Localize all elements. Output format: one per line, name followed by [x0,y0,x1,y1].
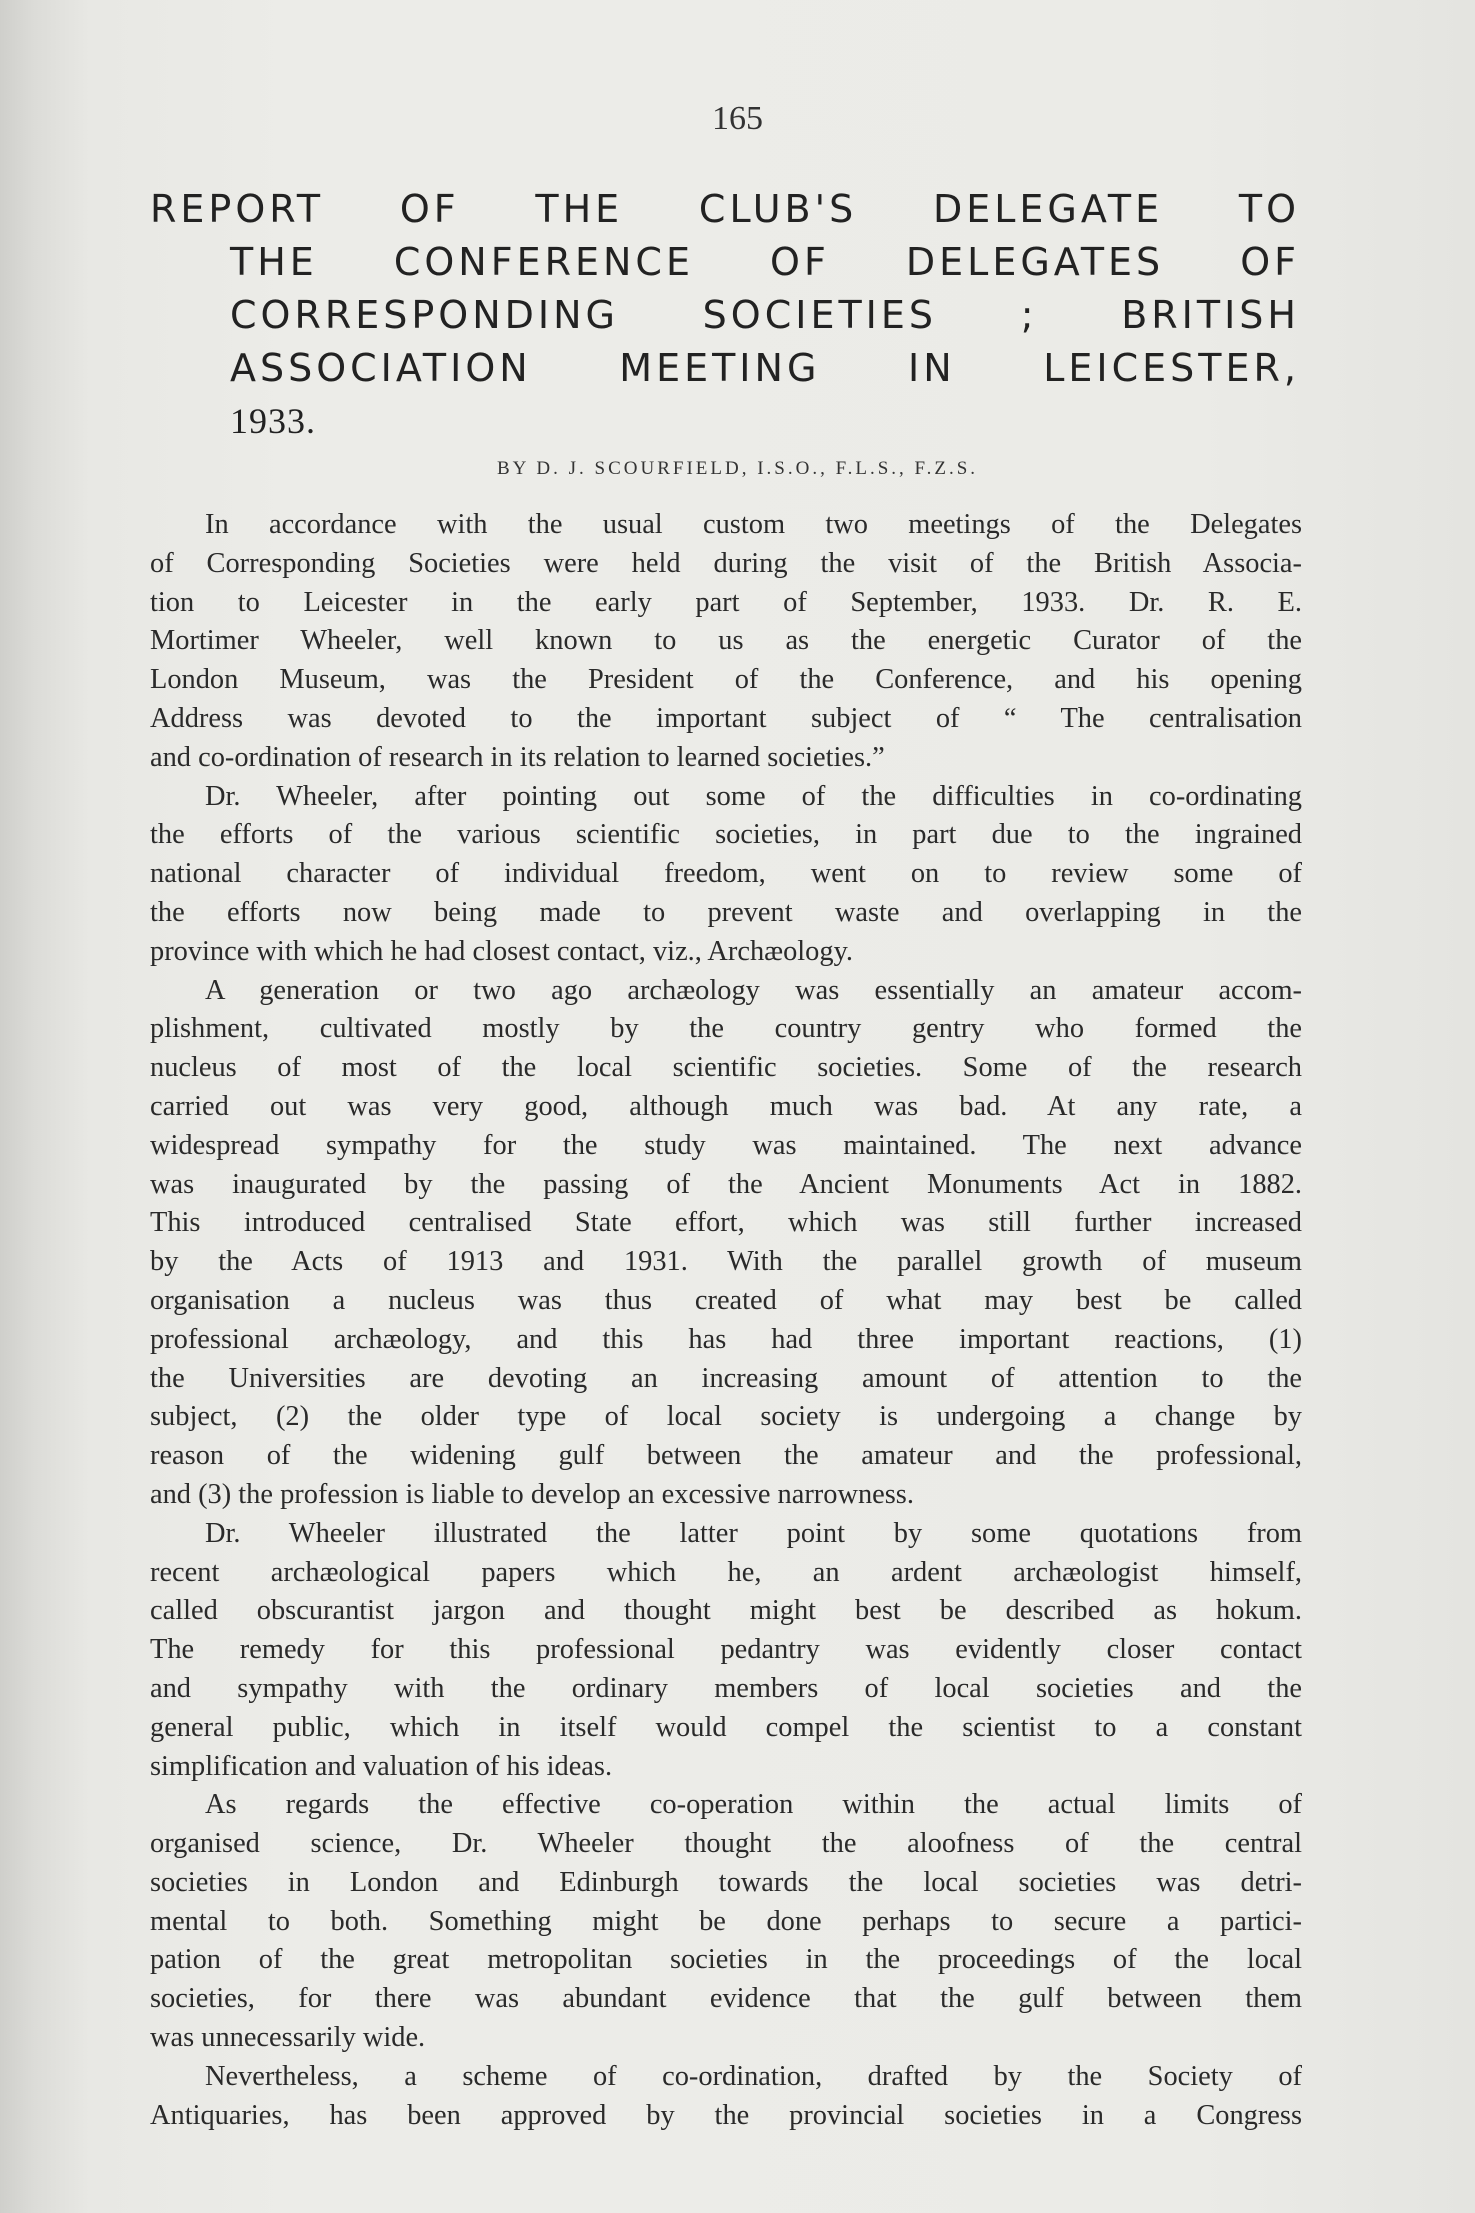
body-line: Antiquaries, has been approved by the provincial societies in a Congress [150,2099,1302,2131]
body-line: subject, (2) the older type of local society is undergoing a change by [150,1401,1302,1433]
body-line: professional archæology, and this has had three important reactions, (1) [150,1323,1302,1355]
body-line: and sympathy with the ordinary members of local societies and the [150,1672,1302,1704]
body-line: called obscurantist jargon and thought might best be described as hokum. [150,1595,1302,1627]
body-line: and co-ordination of research in its relation to learned societies.” [150,741,885,773]
body-line: Mortimer Wheeler, well known to us as the energetic Curator of the [150,625,1302,657]
body-line: and (3) the profession is liable to develop an excessive narrowness. [150,1478,914,1510]
body-line: plishment, cultivated mostly by the country gentry who formed the [150,1013,1302,1045]
body-line: This introduced centralised State effort, which was still further increased [150,1207,1302,1239]
body-line: mental to both. Something might be done perhaps to secure a partici- [150,1905,1302,1937]
body-line: London Museum, was the President of the Conference, and his opening [150,664,1302,696]
body-line: organisation a nucleus was thus created of what may best be called [150,1284,1302,1316]
body-line: Dr. Wheeler illustrated the latter point by some quotations from [205,1517,1302,1549]
body-line: In accordance with the usual custom two meetings of the Delegates [205,509,1302,540]
article-title [150,183,1300,448]
body-line: national character of individual freedom, went on to review some of [150,858,1302,890]
body-line: tion to Leicester in the early part of September, 1933. Dr. R. E. [150,586,1302,618]
body-line: As regards the effective co-operation within the actual limits of [205,1789,1302,1821]
body-line: province with which he had closest contact, viz., Archæology. [150,935,854,967]
body-line: organised science, Dr. Wheeler thought the aloofness of the central [150,1828,1302,1860]
title-line: ASSOCIATION MEETING IN LEICESTER, [230,346,1300,390]
body-line: general public, which in itself would compel the scientist to a constant [150,1711,1302,1743]
body-line: simplification and valuation of his ideas. [150,1750,613,1782]
title-line: CORRESPONDING SOCIETIES ; BRITISH [230,293,1300,337]
body-line: was unnecessarily wide. [150,2022,426,2054]
body-line: societies in London and Edinburgh towards the local societies was detri- [150,1866,1302,1898]
body-line: pation of the great metropolitan societies in the proceedings of the local [150,1944,1302,1976]
body-line: the efforts of the various scientific societies, in part due to the ingrained [150,819,1302,851]
author-byline: BY D. J. SCOURFIELD, I.S.O., F.L.S., F.Z.S. [496,458,979,479]
body-line: widespread sympathy for the study was maintained. The next advance [150,1129,1302,1161]
body-line: societies, for there was abundant evidence that the gulf between them [150,1983,1302,2015]
body-line: reason of the widening gulf between the amateur and the professional, [150,1440,1302,1472]
body-line: was inaugurated by the passing of the Ancient Monuments Act in 1882. [150,1168,1302,1200]
title-line: REPORT OF THE CLUB'S DELEGATE TO [150,187,1300,231]
title-line: THE CONFERENCE OF DELEGATES OF [230,240,1300,284]
body-line: the Universities are devoting an increasing amount of attention to the [150,1362,1302,1394]
body-line: A generation or two ago archæology was essentially an amateur accom- [205,974,1302,1006]
body-line: nucleus of most of the local scientific societies. Some of the research [150,1052,1302,1084]
body-line: by the Acts of 1913 and 1931. With the parallel growth of museum [150,1246,1302,1278]
body-line: recent archæological papers which he, an ardent archæologist himself, [150,1556,1302,1588]
body-line: of Corresponding Societies were held during the visit of the British Associa- [150,547,1302,579]
body-line: the efforts now being made to prevent waste and overlapping in the [150,896,1302,928]
body-line: Address was devoted to the important subject of “ The centralisation [150,702,1302,734]
body-line: Nevertheless, a scheme of co-ordination, drafted by the Society of [205,2060,1302,2092]
body-line: Dr. Wheeler, after pointing out some of the difficulties in co-ordinating [205,780,1302,812]
page-number: 165 [712,100,763,137]
body-line: carried out was very good, although much was bad. At any rate, a [150,1090,1302,1122]
body-line: The remedy for this professional pedantry was evidently closer contact [150,1634,1302,1666]
article-body [150,506,1302,2135]
title-line: 1933. [230,401,316,441]
